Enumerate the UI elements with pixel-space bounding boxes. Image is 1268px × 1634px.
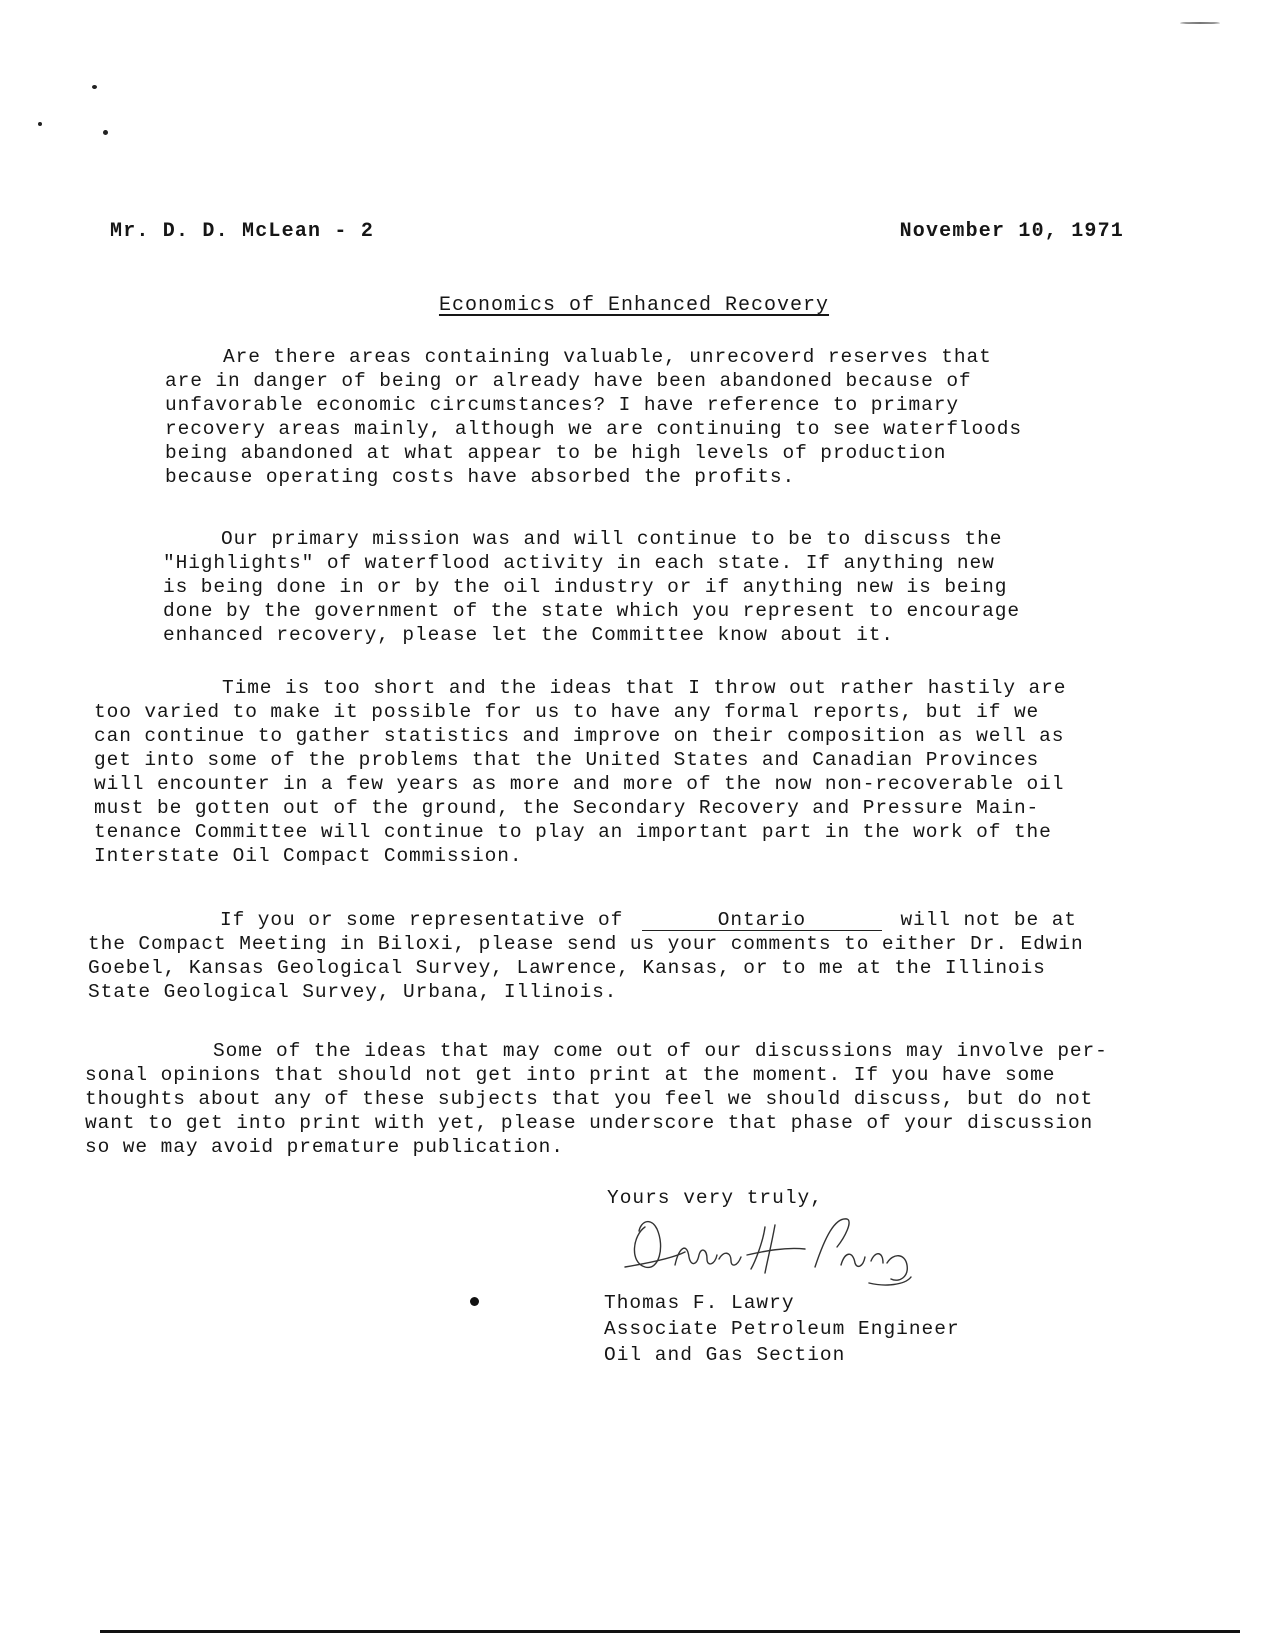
text-line: thoughts about any of these subjects that you feel we should discuss, but do not bbox=[85, 1088, 1094, 1110]
text-line: the Compact Meeting in Biloxi, please send us your comments to either Dr. Edwin bbox=[88, 933, 1084, 955]
signer-name: Thomas F. Lawry bbox=[604, 1292, 795, 1314]
text-line: Goebel, Kansas Geological Survey, Lawrence, Kansas, or to me at the Illinois bbox=[88, 957, 1046, 979]
closing-salutation: Yours very truly, bbox=[607, 1187, 823, 1209]
letter-title bbox=[0, 294, 1268, 317]
paragraph-5 bbox=[85, 1039, 1108, 1159]
text-line: will encounter in a few years as more and more of the now non-recoverable oil bbox=[94, 773, 1065, 795]
text-line: "Highlights" of waterflood activity in each state. If anything new bbox=[163, 552, 995, 574]
paragraph-4 bbox=[88, 908, 1084, 1004]
filled-in-blank: Ontario bbox=[642, 910, 882, 931]
signature-block bbox=[604, 1290, 960, 1368]
text-line: can continue to gather statistics and improve on their composition as well as bbox=[94, 725, 1065, 747]
text-line: sonal opinions that should not get into print at the moment. If you have some bbox=[85, 1064, 1056, 1086]
signer-section: Oil and Gas Section bbox=[604, 1344, 846, 1366]
text-line: recovery areas mainly, although we are continuing to see waterfloods bbox=[165, 418, 1022, 440]
text-line: enhanced recovery, please let the Committee know about it. bbox=[163, 624, 894, 646]
text-line: because operating costs have absorbed the profits. bbox=[165, 466, 796, 488]
text-line: so we may avoid premature publication. bbox=[85, 1136, 564, 1158]
bullet-mark bbox=[470, 1297, 479, 1306]
text-line bbox=[88, 908, 1084, 932]
scan-speck bbox=[38, 122, 42, 126]
text-line: are in danger of being or already have been abandoned because of bbox=[165, 370, 972, 392]
text-line: Our primary mission was and will continue to be to discuss the bbox=[221, 528, 1003, 550]
letter-title-text: Economics of Enhanced Recovery bbox=[438, 294, 830, 317]
text-line: being abandoned at what appear to be high levels of production bbox=[165, 442, 947, 464]
handwritten-signature bbox=[615, 1207, 935, 1287]
text-line: want to get into print with yet, please underscore that phase of your discussion bbox=[85, 1112, 1094, 1134]
recipient-page-header: Mr. D. D. McLean - 2 bbox=[110, 220, 375, 243]
text-line: get into some of the problems that the United States and Canadian Provinces bbox=[94, 749, 1040, 771]
text-line: Some of the ideas that may come out of our discussions may involve per- bbox=[213, 1040, 1108, 1062]
paragraph-1 bbox=[165, 345, 1022, 489]
text-line: unfavorable economic circumstances? I have reference to primary bbox=[165, 394, 959, 416]
paragraph-3 bbox=[94, 676, 1066, 868]
letter-date: November 10, 1971 bbox=[899, 220, 1124, 243]
scan-speck bbox=[1180, 22, 1220, 24]
paragraph-2 bbox=[163, 527, 1020, 647]
text-line: tenance Committee will continue to play an important part in the work of the bbox=[94, 821, 1052, 843]
text-line: is being done in or by the oil industry or if anything new is being bbox=[163, 576, 1008, 598]
text-line: must be gotten out of the ground, the Secondary Recovery and Pressure Main- bbox=[94, 797, 1040, 819]
text-line: State Geological Survey, Urbana, Illinois. bbox=[88, 981, 618, 1003]
text-line: done by the government of the state which you represent to encourage bbox=[163, 600, 1020, 622]
text-fragment: will not be at bbox=[900, 909, 1077, 931]
text-line: Are there areas containing valuable, unrecoverd reserves that bbox=[223, 346, 992, 368]
text-fragment: If you or some representative of bbox=[220, 909, 624, 931]
text-line: too varied to make it possible for us to have any formal reports, but if we bbox=[94, 701, 1040, 723]
text-line: Interstate Oil Compact Commission. bbox=[94, 845, 523, 867]
scan-speck bbox=[103, 130, 108, 135]
signer-title: Associate Petroleum Engineer bbox=[604, 1318, 960, 1340]
scan-speck bbox=[92, 85, 97, 89]
page-bottom-edge bbox=[100, 1630, 1240, 1633]
text-line: Time is too short and the ideas that I throw out rather hastily are bbox=[222, 677, 1067, 699]
